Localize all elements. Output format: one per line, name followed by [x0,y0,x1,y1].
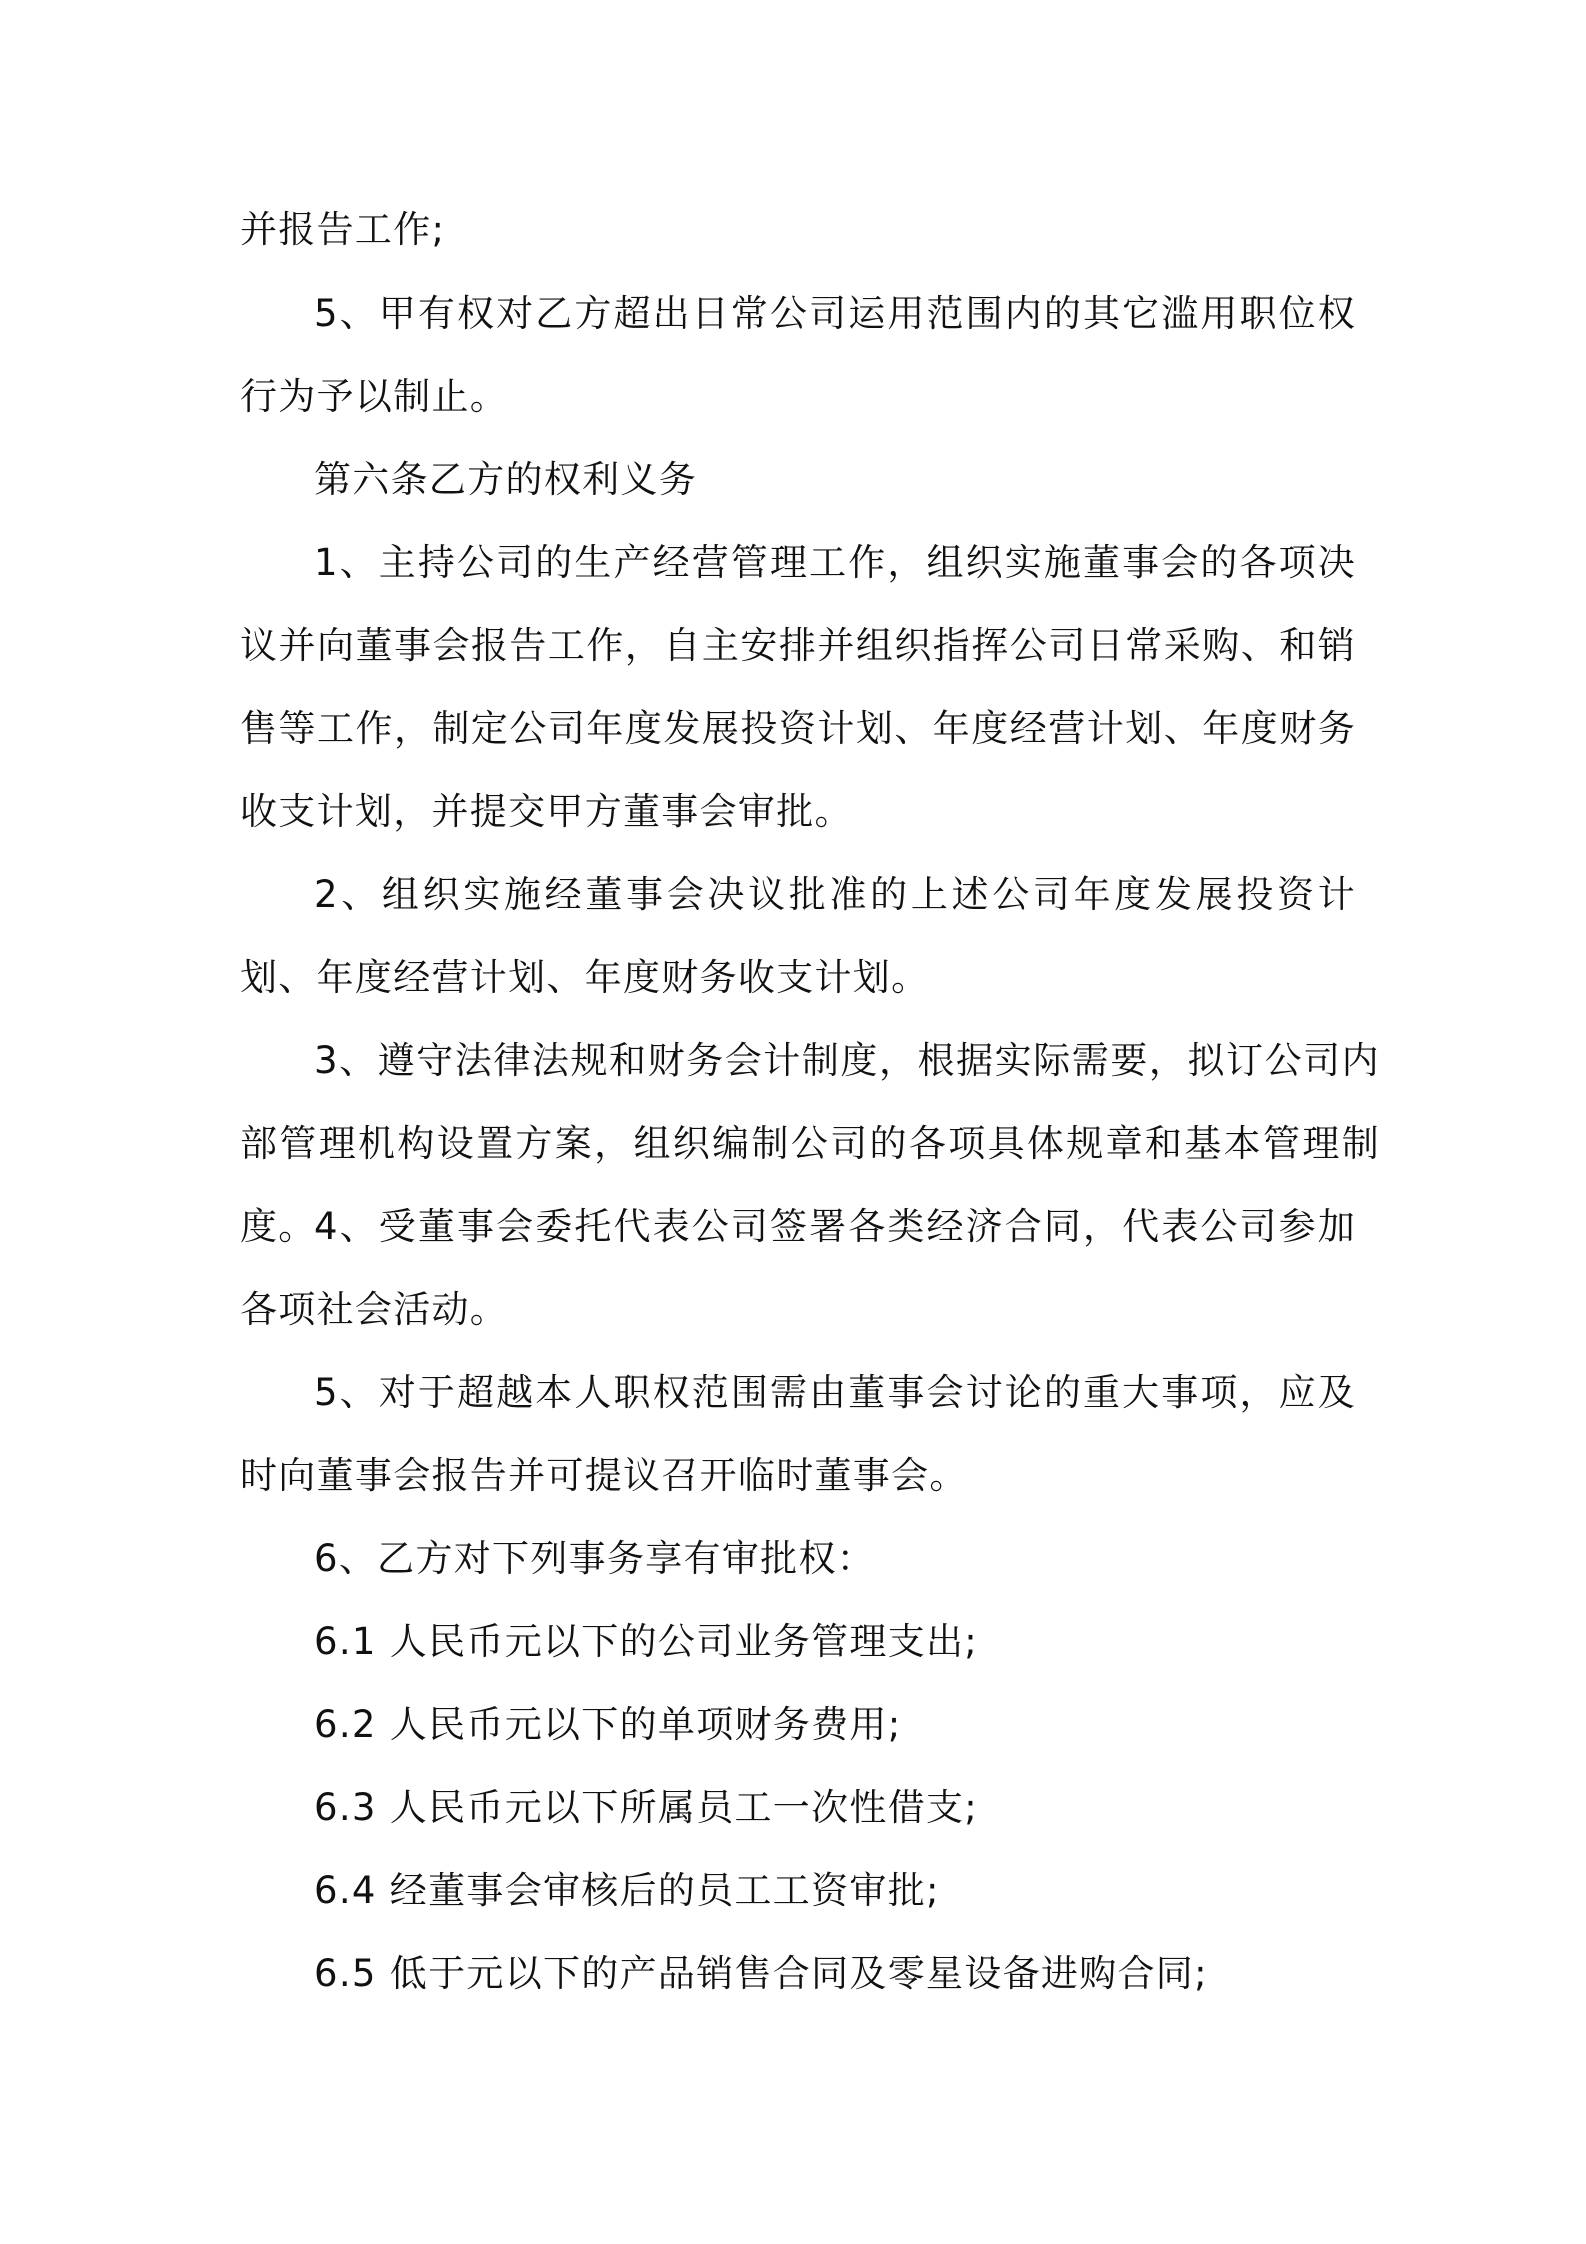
sub-item-6-4: 6.4 经董事会审核后的员工工资审批; [314,1869,940,1912]
section-heading-article-6: 第六条乙方的权利义务 [314,458,697,501]
paragraph-item-5: 5、对于超越本人职权范围需由董事会讨论的重大事项，应及时向董事会报告并可提议召开临时董事会。 [240,1371,1356,1497]
sub-item-6-5: 6.5 低于元以下的产品销售合同及零星设备进购合同; [314,1952,1208,1995]
paragraph-item-2: 2、组织实施经董事会决议批准的上述公司年度发展投资计划、年度经营计划、年度财务收支计划。 [240,873,1356,999]
paragraph-item-5-party-a: 5、甲有权对乙方超出日常公司运用范围内的其它滥用职位权行为予以制止。 [240,292,1356,418]
paragraph-item-3: 3、遵守法律法规和财务会计制度，根据实际需要，拟订公司内部管理机构设置方案，组织编制公司的各项具体规章和基本管理制度。 [240,1039,1380,1248]
paragraph-continuation: 并报告工作; [240,208,446,251]
sub-item-6-1: 6.1 人民币元以下的公司业务管理支出; [314,1620,979,1663]
paragraph-item-4: 4、受董事会委托代表公司签署各类经济合同，代表公司参加各项社会活动。 [240,1205,1356,1331]
sub-item-6-2: 6.2 人民币元以下的单项财务费用; [314,1703,902,1746]
paragraph-item-6: 6、乙方对下列事务享有审批权： [314,1537,876,1580]
paragraph-item-1: 1、主持公司的生产经营管理工作，组织实施董事会的各项决议并向董事会报告工作，自主安排并组织指挥公司日常采购、和销售等工作，制定公司年度发展投资计划、年度经营计划、年度财务收支计划，并提交甲方董事会审批。 [240,541,1356,833]
sub-item-6-3: 6.3 人民币元以下所属员工一次性借支; [314,1786,979,1829]
